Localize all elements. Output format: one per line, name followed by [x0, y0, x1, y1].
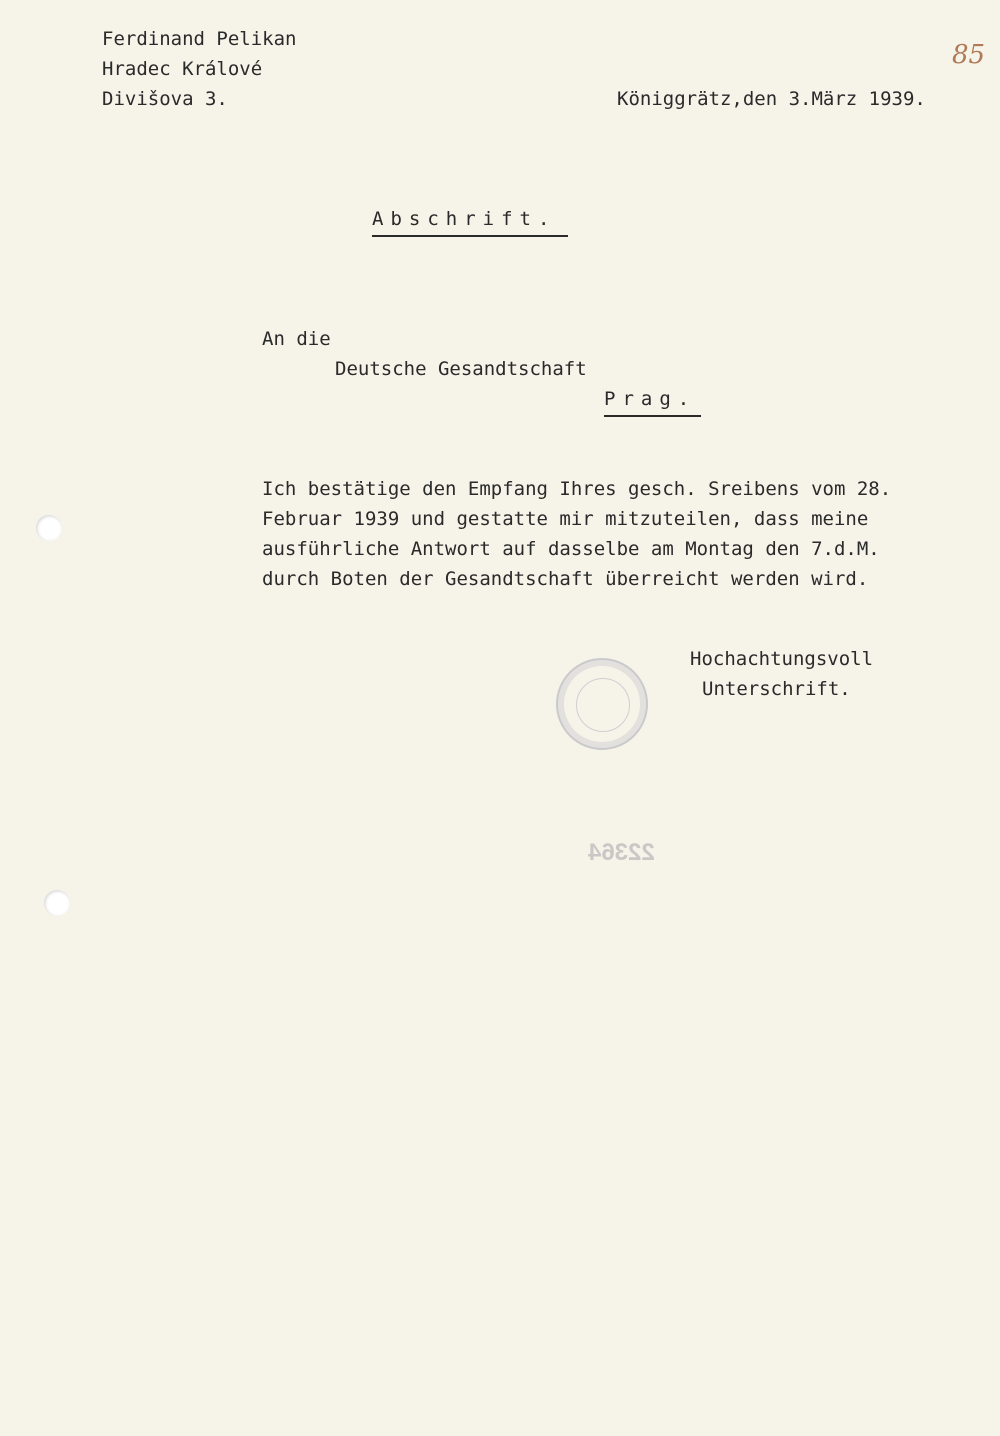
closing: Hochachtungsvoll: [690, 648, 874, 670]
archive-mark: 85: [952, 40, 986, 70]
body-line-4: durch Boten der Gesandtschaft überreicht werden wird.: [262, 568, 869, 590]
stamp-inner-ring: [576, 678, 630, 732]
body-line-2: Februar 1939 und gestatte mir mitzuteilen, dass meine: [262, 508, 869, 530]
body-line-1: Ich bestätige den Empfang Ihres gesch. Sreibens vom 28.: [262, 478, 892, 500]
recipient-line-3: Prag.: [604, 384, 701, 417]
recipient-line-1: An die: [262, 328, 331, 350]
place-date: Königgrätz,den 3.März 1939.: [617, 88, 926, 110]
document-heading: Abschrift.: [372, 204, 568, 237]
faded-round-stamp: [556, 658, 648, 750]
recipient-line-2: Deutsche Gesandtschaft: [335, 358, 587, 380]
sender-name: Ferdinand Pelikan: [102, 28, 297, 50]
sender-street: Divišova 3.: [102, 88, 228, 110]
body-line-3: ausführliche Antwort auf dasselbe am Montag den 7.d.M.: [262, 538, 880, 560]
sender-city: Hradec Králové: [102, 58, 263, 80]
punch-hole-bottom: [44, 890, 70, 916]
stamp-number: 22364: [588, 839, 655, 866]
punch-hole-top: [36, 515, 62, 541]
signature: Unterschrift.: [702, 678, 851, 700]
